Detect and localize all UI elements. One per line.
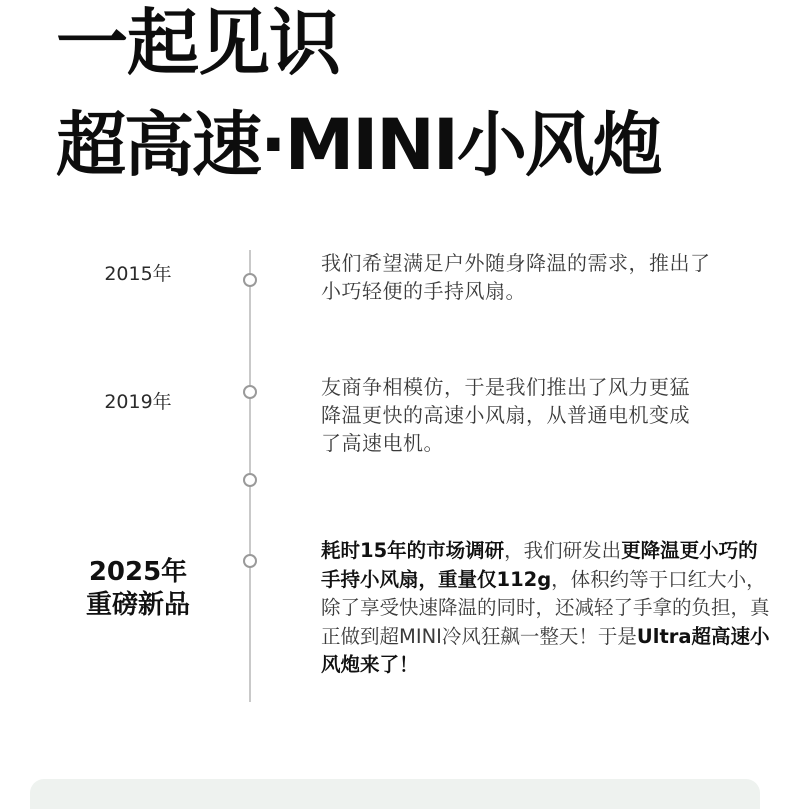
timeline-desc-2015 xyxy=(321,249,711,305)
timeline-node-2019 xyxy=(243,385,257,399)
timeline-year-2015: 2015年 xyxy=(104,263,172,285)
timeline-node-intermediate xyxy=(243,473,257,487)
headline-line-1: 一起见识 xyxy=(56,1,341,85)
desc-line: 我们希望满足户外随身降温的需求，推出了 xyxy=(321,251,711,275)
timeline-node-2015 xyxy=(243,273,257,287)
timeline-desc-2025 xyxy=(321,537,771,680)
desc-segment: ，体积约等于口红大小，除了享受快速降温的同时，还减轻了手拿的负担，真正做到超MINI冷风狂飙一整天！于是 xyxy=(321,567,770,648)
desc-bold-segment: 耗时15年的市场调研 xyxy=(321,539,505,562)
timeline-year-2025 xyxy=(70,556,206,622)
desc-bold-segment: 更降温更小巧的手持小风扇，重量仅112g xyxy=(321,539,758,591)
desc-line: 友商争相模仿，于是我们推出了风力更猛 xyxy=(321,375,690,399)
desc-bold-segment: Ultra超高速小风炮来了！ xyxy=(321,624,770,676)
desc-line: 了高速电机。 xyxy=(321,431,444,455)
headline-line-2: 超高速·MINI小风炮 xyxy=(56,104,661,186)
timeline-desc-2019 xyxy=(321,373,690,457)
desc-segment: ，我们研发出 xyxy=(504,539,622,562)
year-label: 2025年 xyxy=(88,557,188,587)
bottom-card xyxy=(30,779,760,809)
desc-line: 小巧轻便的手持风扇。 xyxy=(321,279,526,303)
desc-line: 降温更快的高速小风扇，从普通电机变成 xyxy=(321,403,690,427)
timeline-year-2019: 2019年 xyxy=(104,391,172,413)
year-sublabel: 重磅新品 xyxy=(85,590,190,620)
timeline-node-2025 xyxy=(243,554,257,568)
